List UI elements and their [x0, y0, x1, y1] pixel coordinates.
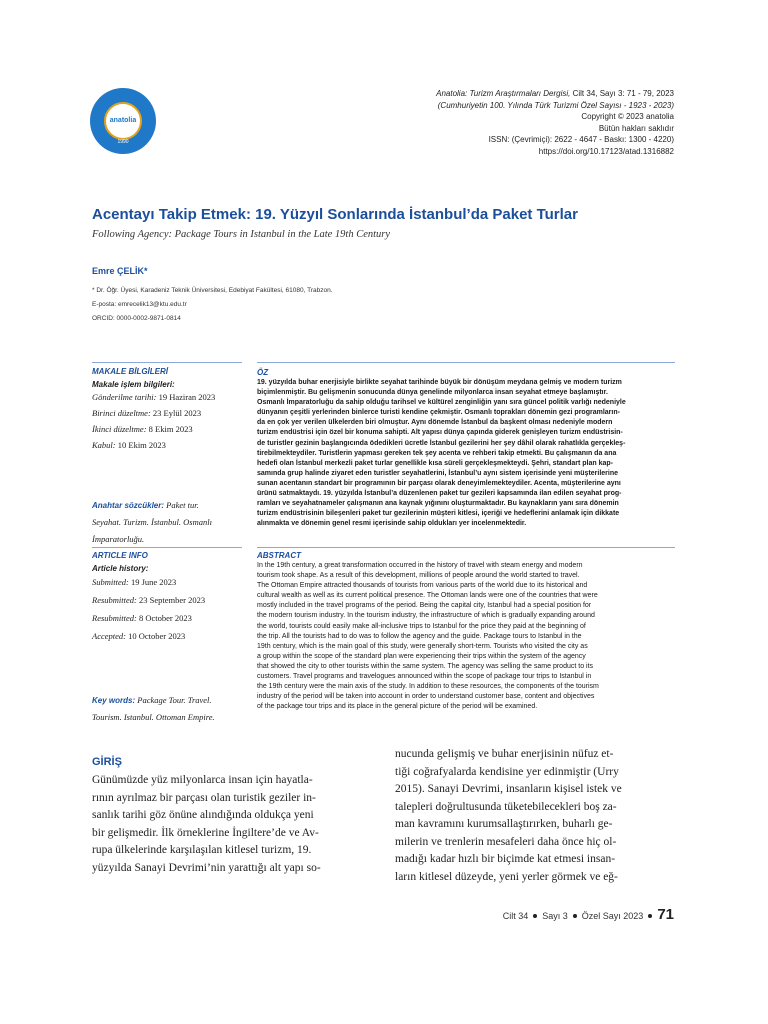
text-line: nucunda gelişmiş ve buhar enerjisinin nüfuz et- [395, 748, 614, 760]
tr-info-heading: MAKALE BİLGİLERİ [92, 367, 168, 376]
body-column-right [395, 746, 680, 886]
text-line: ürünü satmaktaydı. 19. yüzyılda İstanbul’a düzenlenen paket tur gezileri kapsamında ilan edilen seyahat prog- [257, 490, 622, 498]
tr-info-item: Birinci düzeltme: 23 Eylül 2023 [92, 408, 202, 418]
en-keywords [92, 692, 257, 726]
text-line: Günümüzde yüz milyonlarca insan için hayatla- [92, 774, 313, 786]
text-line: tourism took shape. As a result of this development, millions of people around the world started to travel. [257, 572, 580, 580]
text-line: tiği coğrafyalarda kendisine yer edinmiştir (Urry [395, 765, 619, 778]
bullet-icon [533, 914, 537, 918]
tr-info-item: İkinci düzeltme: 8 Ekim 2023 [92, 424, 193, 434]
text-line: sanlık tarihi göz önüne alındığında oldukça yeni [92, 809, 314, 821]
tr-keywords-line: Anahtar sözcükler: Paket tur. [92, 500, 199, 510]
text-line: ların kitlesel düzeyde, yeni yerler görmek ve eğ- [395, 870, 618, 883]
text-line: the trip. All the tourists had to do was to follow the agency and the guide. Package tours to Istanbul in the [257, 632, 582, 640]
tr-abstract-heading: ÖZ [257, 368, 269, 377]
text-line: ramları ve seyahatnameler çalışmanın ana kaynak yığınını oluşturmaktadır. Bu kaynakların yanı sıra dönemin [257, 500, 619, 508]
footer-volume: Cilt 34 [502, 911, 529, 921]
bullet-icon [573, 914, 577, 918]
text-line: rupa ülkelerinde karşılaşılan kitlesel turizm, 19. [92, 844, 312, 856]
divider [257, 547, 675, 548]
tr-info-subheading: Makale işlem bilgileri: [92, 380, 175, 389]
text-line: bir gelişmedir. İlk örneklerine İngiltere’de ve Av- [92, 826, 319, 839]
text-line: de turistler gezinin başlangıcında ödedikleri ücretle İstanbul gezilerini her şey dâhil olarak rahatlıkla gerçekleş- [257, 439, 626, 447]
text-line: talepleri doğrultusunda tüketebilecekleri boş za- [395, 800, 617, 813]
text-line: yüzyılda Sanayi Devrimi’nin yarattığı alt yapı so- [92, 861, 321, 874]
text-line: hedefi olan İstanbul merkezli paket turlar genellikle kısa süreli gerçekleşmekteydi. Şehri, standart plan kap- [257, 459, 613, 467]
tr-keywords-line: Seyahat. Turizm. İstanbul. Osmanlı [92, 517, 212, 527]
journal-doi-link[interactable]: https://doi.org/10.17123/atad.1316882 [538, 146, 674, 156]
page-number: 71 [657, 906, 674, 923]
tr-keywords [92, 497, 252, 548]
text-line: man kavramını kurumsallaştırırken, buharlı ge- [395, 818, 613, 830]
text-line: the 19th century were the main axis of the study. In addition to these resources, the components of the tourism [257, 683, 599, 691]
text-line: 19th century, which is the main goal of this study, were generally short-term. Tourists who visited the city as [257, 642, 588, 650]
journal-line-1: Anatolia: Turizm Araştırmaları Dergisi, Cilt 34, Sayı 3: 71 - 79, 2023 [436, 89, 674, 98]
journal-logo [90, 88, 156, 154]
tr-keywords-line: İmparatorluğu. [92, 534, 145, 544]
en-info-subheading: Article history: [92, 564, 149, 573]
text-line: samında grup halinde ziyaret eden turistler seyahatlerini, İstanbul’u aynı sistem içerisinde yeni müşterilerine [257, 469, 619, 477]
author-details [92, 284, 333, 326]
page-footer [503, 906, 674, 923]
text-line: da en çok yer verilen ülkelerden biri olmuştur. Aynı dönemde İstanbul da başkent olması nedeniyle modern [257, 419, 613, 427]
text-line: In the 19th century, a great transformation occurred in the history of travel with steam energy and modern [257, 562, 583, 569]
en-info-item: Resubmitted: 23 September 2023 [92, 595, 206, 605]
text-line: biçimlenmiştir. Bu gelişmenin sonucunda dünya genelinde milyonlarca insan seyahat etmeye başlamıştır. [257, 389, 608, 397]
en-keywords-line: Tourism. Istanbul. Ottoman Empire. [92, 712, 215, 722]
logo-word: anatolia [109, 117, 137, 124]
en-abstract-heading: ABSTRACT [257, 551, 301, 560]
journal-line-2: (Cumhuriyetin 100. Yılında Türk Turizmi Özel Sayısı - 1923 - 2023) [437, 100, 674, 110]
divider [257, 362, 675, 363]
text-line: the modern tourism industry. In the tourism industry, the infrastructure of which is gradually expanding around [257, 612, 595, 620]
author-affiliation: * Dr. Öğr. Üyesi, Karadeniz Teknik Üniversitesi, Edebiyat Fakültesi, 61080, Trabzon. [92, 287, 333, 294]
en-abstract [257, 551, 675, 712]
text-line: sunan acentanın standart bir programının bir parçası olarak deneyimlemekteydiler. Acenta, müşterilerine aynı [257, 479, 621, 487]
footer-special: Özel Sayı 2023 [581, 911, 644, 921]
section-heading: GİRİŞ [92, 756, 122, 768]
tr-info-item: Kabul: 10 Ekim 2023 [92, 440, 166, 450]
text-line: mostly included in the travel programs of the period. Being the capital city, Istanbul had a special position for [257, 602, 592, 610]
text-line: tirebilmekteydiler. Turistlerin yapması gereken tek şey acenta ve rehberi takip etmekti. Bu çalışmanın da ana [257, 449, 617, 457]
logo-year: 1990 [117, 139, 129, 145]
en-abstract-body [257, 561, 675, 712]
text-line: that showed the city to other tourists within the same system. The agency was selling the same product to its [257, 662, 594, 670]
author-email[interactable]: E-posta: emrecelik13@ktu.edu.tr [92, 301, 187, 308]
body-column-left [92, 772, 382, 877]
text-line: cultural wealth as well as its current political presence. The Ottoman lands were one of the countries that were [257, 592, 598, 600]
en-info-item: Accepted: 10 October 2023 [92, 631, 186, 641]
text-line: 2015). Sanayi Devrimi, insanların kişisel istek ve [395, 783, 622, 795]
en-info-item: Submitted: 19 June 2023 [92, 577, 177, 587]
divider [92, 362, 242, 363]
en-article-info [92, 551, 252, 645]
article-subtitle: Following Agency: Package Tours in Istanbul in the Late 19th Century [92, 229, 391, 240]
bullet-icon [648, 914, 652, 918]
article-title: Acentayı Takip Etmek: 19. Yüzyıl Sonlarında İstanbul’da Paket Turlar [92, 206, 578, 223]
text-line: industry of the period will be taken into account in order to understand customer base, content and objectives [257, 693, 595, 701]
en-info-item: Resubmitted: 8 October 2023 [92, 613, 192, 623]
author-orcid[interactable]: ORCID: 0000-0002-9871-0814 [92, 315, 181, 322]
divider [92, 547, 242, 548]
text-line: turizm endüstrisinin bileşenleri paket tur gezilerinin müşteri kitlesi, içeriği ve hedeflerini anlamak için dikkate [257, 510, 620, 518]
journal-rights: Bütün hakları saklıdır [598, 123, 674, 133]
tr-article-info [92, 367, 252, 453]
logo-center [104, 102, 142, 140]
author-name: Emre ÇELİK* [92, 266, 148, 276]
text-line: Osmanlı İmparatorluğu da sahip olduğu tarihsel ve kültürel zenginliğin yanı sıra güncel politik varlığı nedeniyle [257, 399, 626, 407]
footer-issue: Sayı 3 [542, 911, 568, 921]
text-line: dünyanın çeşitli yerlerinden binlerce turisti kendine çekmiştir. Osmanlı toprakları dönemin gezi programların- [257, 409, 620, 417]
tr-info-item: Gönderilme tarihi: 19 Haziran 2023 [92, 392, 216, 402]
en-info-heading: ARTICLE INFO [92, 551, 148, 560]
text-line: The Ottoman Empire attracted thousands of tourists from various parts of the world due to its historical and [257, 582, 588, 590]
text-line: turizm endüstrisi için özel bir konuma sahipti. Alt yapısı dünya çapında giderek genişleyen turizm endüstrisin- [257, 429, 623, 437]
text-line: 19. yüzyılda buhar enerjisiyle birlikte seyahat tarihinde büyük bir dönüşüm meydana gelmiş ve modern turizm [257, 379, 622, 386]
journal-info [254, 88, 674, 157]
text-line: of the package tour trips and its place in the general picture of the period will be examined. [257, 703, 538, 711]
text-line: a group within the scope of the standard plan were experiencing their trips within the system of the agency [257, 652, 586, 660]
text-line: alınmakta ve dönemin genel resmi içerisinde sahip oldukları yer incelenmektedir. [257, 520, 527, 528]
text-line: rının ayrılmaz bir parçası olan turistik geziler in- [92, 791, 316, 804]
text-line: milerin ve trenlerin mesafeleri daha önce hiç ol- [395, 835, 617, 848]
en-keywords-line: Key words: Package Tour. Travel. [92, 695, 212, 705]
text-line: madığı kadar hızlı bir biçimde kat etmesi insan- [395, 853, 616, 865]
text-line: customers. Travel programs and travelogues announced within the scope of package tour trips to Istanbul in [257, 673, 592, 681]
tr-abstract-body [257, 378, 675, 529]
tr-abstract [257, 368, 675, 529]
journal-copyright: Copyright © 2023 anatolia [581, 112, 674, 121]
journal-issn: ISSN: (Çevrimiçi): 2622 - 4647 - Baskı: 1300 - 4220) [488, 135, 674, 144]
text-line: the world, tourists could easily make all-inclusive trips to Istanbul for the price they paid at the beginning of [257, 622, 586, 630]
